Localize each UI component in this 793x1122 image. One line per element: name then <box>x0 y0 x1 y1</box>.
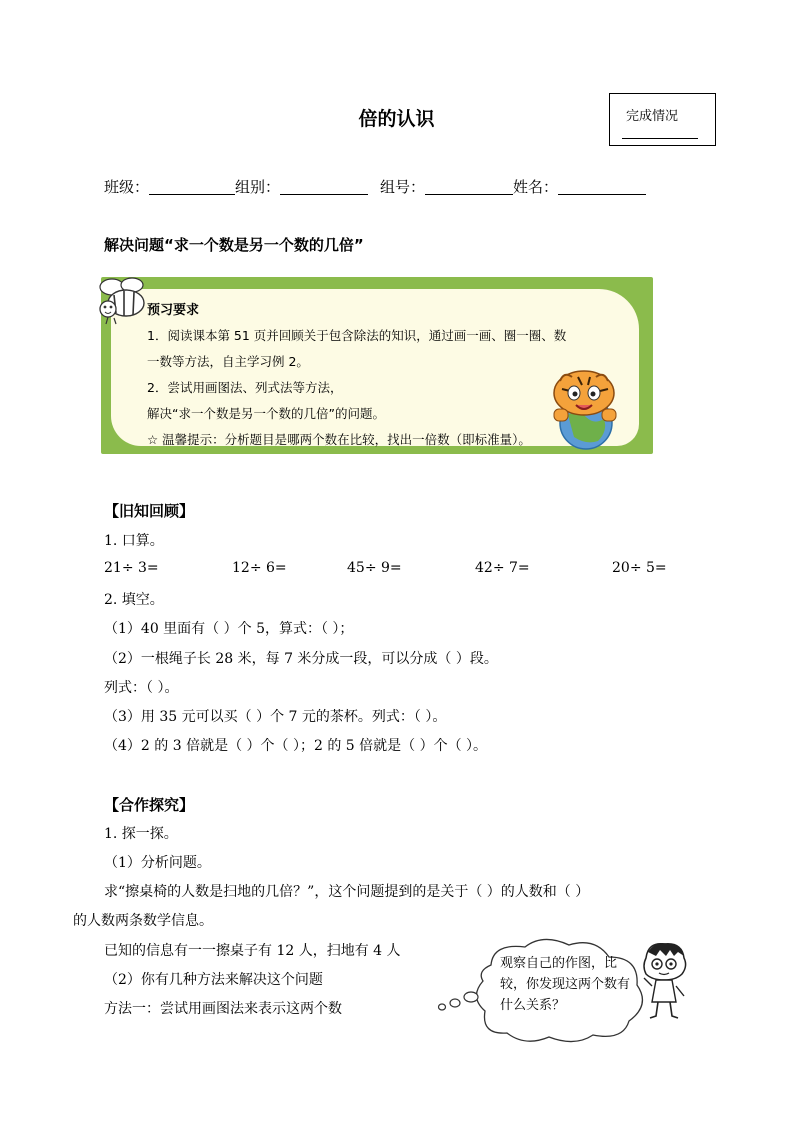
review-q1: 1. 口算。 <box>104 533 164 549</box>
bee-illustration <box>96 277 154 327</box>
calc-item: 45÷ 9= <box>347 560 402 576</box>
fill-item: （4）2 的 3 倍就是（ ）个（ ）；2 的 5 倍就是（ ）个（ ）。 <box>104 738 488 754</box>
explore-line: （2）你有几种方法来解决这个问题 <box>104 972 323 988</box>
completion-status-label: 完成情况 <box>626 109 679 124</box>
preview-line: 2．尝试用画图法、列式法等方法， <box>147 380 343 395</box>
group-no-label: 组号： <box>380 178 426 196</box>
completion-status-blank[interactable] <box>622 138 698 139</box>
explore-line: 1. 探一探。 <box>104 826 178 842</box>
calc-item: 42÷ 7= <box>475 560 530 576</box>
class-label: 班级： <box>104 178 150 196</box>
name-blank[interactable] <box>558 180 646 195</box>
explore-line: 方法一：尝试用画图法来表示这两个数 <box>104 1001 342 1017</box>
review-q2: 2. 填空。 <box>104 592 164 608</box>
tiger-globe-illustration <box>542 365 628 453</box>
fill-item: （2）一根绳子长 28 米，每 7 米分成一段，可以分成（ ）段。 <box>104 651 498 667</box>
boy-illustration <box>638 940 690 1022</box>
preview-line: 1．阅读课本第 51 页并回顾关于包含除法的知识，通过画一画、圈一圈、数 <box>147 328 567 343</box>
explore-line: 的人数两条数学信息。 <box>73 913 213 929</box>
group-no-blank[interactable] <box>425 180 513 195</box>
page-title: 倍的认识 <box>358 108 435 130</box>
explore-line: 已知的信息有一一擦桌子有 12 人，扫地有 4 人 <box>104 943 401 959</box>
fill-item: 列式：（ ）。 <box>104 680 179 696</box>
review-heading: 【旧知回顾】 <box>104 502 195 520</box>
preview-heading: 预习要求 <box>147 303 200 318</box>
preview-line: ☆ 温馨提示：分析题目是哪两个数在比较，找出一倍数（即标准量）。 <box>147 432 531 447</box>
fill-item: （1）40 里面有（ ）个 5，算式：（ ）； <box>104 621 354 637</box>
calc-item: 21÷ 3= <box>104 560 159 576</box>
explore-heading: 【合作探究】 <box>104 796 195 814</box>
thought-bubble-text: 观察自己的作图，比较，你发现这两个数有什么关系？ <box>500 956 631 1013</box>
preview-line: 解决“求一个数是另一个数的几倍”的问题。 <box>147 406 385 421</box>
preview-line: 一数等方法，自主学习例 2。 <box>147 354 309 369</box>
explore-line: （1）分析问题。 <box>104 855 211 871</box>
class-blank[interactable] <box>149 180 235 195</box>
group-blank[interactable] <box>280 180 368 195</box>
explore-line: 求“擦桌椅的人数是扫地的几倍？”，这个问题提到的是关于（ ）的人数和（ ） <box>104 884 590 900</box>
fill-item: （3）用 35 元可以买（ ）个 7 元的茶杯。列式：（ ）。 <box>104 709 447 725</box>
problem-heading: 解决问题“求一个数是另一个数的几倍” <box>104 236 364 254</box>
name-label: 姓名： <box>513 178 559 196</box>
calc-item: 12÷ 6= <box>232 560 287 576</box>
calc-item: 20÷ 5= <box>612 560 667 576</box>
student-info-row <box>104 176 646 197</box>
group-label: 组别： <box>235 178 281 196</box>
completion-status-box <box>609 93 716 146</box>
